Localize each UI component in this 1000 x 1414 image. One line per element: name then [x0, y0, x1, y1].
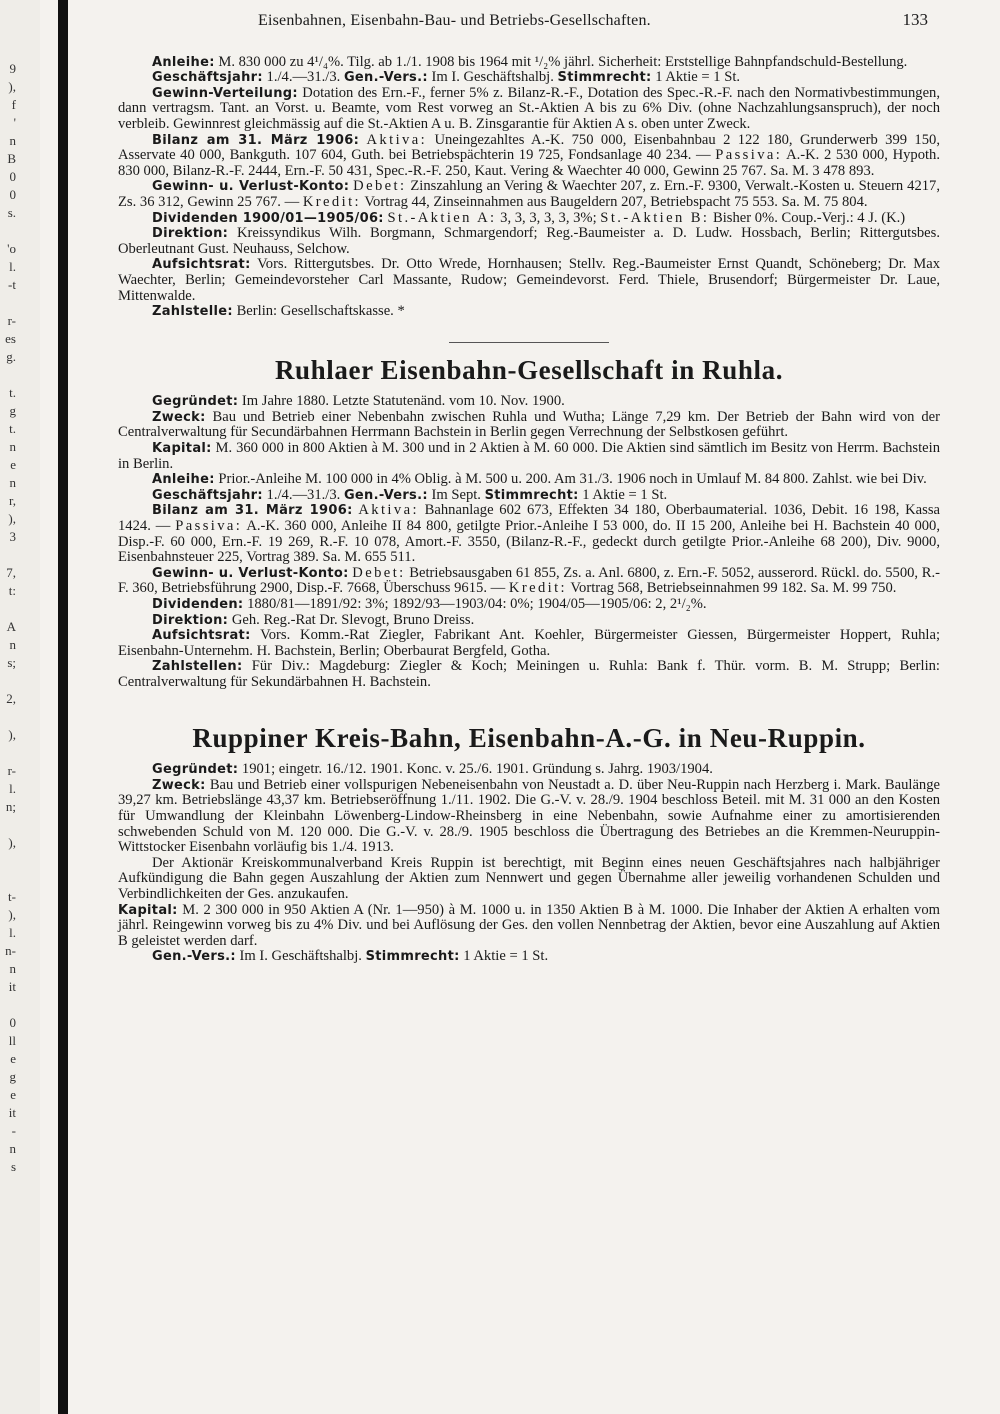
running-title: Eisenbahnen, Eisenbahn-Bau- und Betriebs-Gesellschaften.: [258, 12, 651, 29]
margin-fragment: 3: [9, 529, 16, 544]
margin-fragment: s;: [7, 655, 16, 670]
margin-fragment: [0, 546, 16, 564]
margin-fragment: ),: [8, 727, 16, 742]
margin-fragment: 2,: [6, 691, 16, 706]
margin-fragment: r,: [8, 493, 16, 508]
margin-fragment: [0, 366, 16, 384]
s2-zahlstellen: Zahlstellen: Für Div.: Magdeburg: Ziegler & Koch; Meiningen u. Ruhla: Bank f. Thür. vorm. B. M. Strupp; Berlin: Centralverwaltung für Sekundärbahnen H. Bachstein.: [118, 658, 940, 690]
margin-fragment: e: [10, 1051, 16, 1066]
margin-fragment: n;: [5, 799, 16, 814]
s2-kapital: Kapital: M. 360 000 in 800 Aktien à M. 300 und in 2 Aktien à M. 60 000. Die Aktien sind sämtlich im Besitz von Herrm. Bachstein in Berlin.: [118, 440, 940, 472]
margin-fragment: B: [7, 151, 16, 166]
s3-zweck: Zweck: Bau und Betrieb einer vollspurigen Nebeneisenbahn von Neustadt a. D. über Neu-Ruppin nach Herzberg i. Mark. Baulänge 39,27 km. Betriebslänge 43,37 km. Betriebseröffnung 1./11. 1902. Die G.-V. v. 28./9. 1904 beschloss Beteil. mit M. 31 000 an den Kosten für Umwandlung der Kleinbahn Löwenberg-Lindow-Rheinsberg in eine Nebenbahn, sowie Aufnahme einer zu amortisierenden schwebenden Schuld von M. 120 000. Die G.-V. v. 28./9. 1905 beschloss die Übertragung des Betriebes an die Kremmen-Neuruppin-Wittstocker Eisenbahn vorläufig bis 1./4. 1913.: [118, 776, 940, 856]
s1-gewinn-verlust: Gewinn- u. Verlust-Konto: Debet: Zinszahlung an Vering & Waechter 207, z. Ern.-F. 9300, Verwalt.-Kosten u. Steuern 4217, Zs. 36 312, Gewinn 25 767. — Kredit: Vortrag 44, Zinseinnahmen aus Baugeldern 207, Betriebspacht 75 553. Sa. M. 75 804.: [118, 178, 940, 210]
margin-fragment: e: [10, 457, 16, 472]
page-number: 133: [902, 10, 928, 29]
s2-direktion: Direktion: Geh. Reg.-Rat Dr. Slevogt, Bruno Dreiss.: [152, 611, 475, 628]
s1-geschaeftsjahr: Geschäftsjahr: 1./4.—31./3. Gen.-Vers.: Im I. Geschäftshalbj. Stimmrecht: 1 Aktie = 1 St.: [152, 69, 741, 86]
margin-fragment: -: [11, 1123, 16, 1138]
margin-fragment: n: [9, 475, 16, 490]
s2-bilanz: Bilanz am 31. März 1906: Aktiva: Bahnanlage 602 673, Effekten 34 180, Oberbaumaterial. 1036, Debit. 16 198, Kassa 1424. — Passiva: A.-K. 360 000, Anleihe II 84 800, getilgte Prior.-Anleihe I 53 000, do. II 15 200, Anleihe bei H. Bachstein 40 000, Disp.-F. 60 000, Ern.-F. 19 269, R.-F. 10 078, Amort.-F. 3550, (Bilanz-R.-F., gedeckt durch getilgte Prior.-Anleihe 68 200), Div. 9000, Eisenbahnsteuer 225, Vortrag 389. Sa. M. 655 511.: [118, 502, 940, 566]
margin-fragment: r-: [7, 313, 16, 328]
margin-fragment: n: [9, 1141, 16, 1156]
margin-fragment: l.: [9, 259, 16, 274]
margin-fragment: 'o: [7, 241, 16, 256]
s3-zweck-absatz: Der Aktionär Kreiskommunalverband Kreis Ruppin ist berechtigt, mit Beginn eines neuen Geschäftsjahres nach halbjähriger Aufkündigung die Bahn gegen Auszahlung der Aktien zum Nennwert und gegen Übernahme aller jeweilig vorhandenen Schulden und Verbindlichkeiten der Ges. anzukaufen.: [118, 854, 940, 902]
margin-fragment: t.: [9, 385, 16, 400]
section-divider: [449, 342, 609, 343]
margin-fragment: es: [5, 331, 16, 346]
margin-fragment: [0, 996, 16, 1014]
margin-fragment: [0, 672, 16, 690]
s1-zahlstelle: Zahlstelle: Berlin: Gesellschaftskasse. *: [152, 303, 405, 320]
s3-kapital: Kapital: M. 2 300 000 in 950 Aktien A (Nr. 1—950) à M. 1000 u. in 1350 Aktien B à M. 1000. Die Inhaber der Aktien A erhalten vom jährl. Reingewinn vorweg bis zu 4% Div. und bei Auflösung der Ges. den vollen Nennbetrag der Aktien, bevor eine Auszahlung auf Aktien B geleistet werden darf.: [118, 901, 940, 949]
s2-zweck: Zweck: Bau und Betrieb einer Nebenbahn zwischen Ruhla und Wutha; Länge 7,29 km. Der Betrieb der Bahn wird von der Centralverwaltung für Secundärbahnen Herrmann Bachstein in Berlin gegen Verrechnung der Selbstkosen geführt.: [118, 408, 940, 441]
section-title-ruppiner: Ruppiner Kreis-Bahn, Eisenbahn-A.-G. in Neu-Ruppin.: [192, 722, 866, 753]
margin-fragment: g: [9, 1069, 16, 1084]
margin-fragment: n: [9, 637, 16, 652]
margin-fragment: n: [9, 133, 16, 148]
margin-fragment: l.: [9, 781, 16, 796]
margin-fragment: 0: [9, 1015, 16, 1030]
margin-fragment: [0, 744, 16, 762]
margin-fragment: [0, 294, 16, 312]
margin-fragment: 0: [9, 187, 16, 202]
s1-direktion: Direktion: Kreissyndikus Wilh. Borgmann, Schmargendorf; Reg.-Baumeister a. D. Ludw. Hossbach, Berlin; Rittergutsbes. Oberleutnant Gust. Neuhauss, Selchow.: [118, 225, 940, 257]
s2-dividenden: Dividenden: 1880/81—1891/92: 3%; 1892/93—1903/04: 0%; 1904/05—1905/06: 2, 2¹/₂%.: [152, 596, 707, 612]
margin-fragment: 9: [9, 61, 16, 76]
margin-fragment: [0, 708, 16, 726]
s1-dividenden: Dividenden 1900/01—1905/06: St.-Aktien A: 3, 3, 3, 3, 3, 3%; St.-Aktien B: Bisher 0%. Coup.-Verj.: 4 J. (K.): [152, 209, 906, 226]
margin-fragment: [0, 816, 16, 834]
margin-fragment: [0, 222, 16, 240]
s1-gewinn-verteilung: Gewinn-Verteilung: Dotation des Ern.-F., ferner 5% z. Bilanz-R.-F., Dotation des Spec.-R.-F. nach den Normativbestimmungen, dann vertragsm. Tant. an Vorst. u. Beamte, vom Rest vorweg an St.-Aktien A bis zu 6% Div. (ohne Nachzahlungsanspruch), der noch verbleib. Gewinnrest gleichmässig auf die St.-Aktien A u. B. Zinsgarantie für Aktien A s. oben unter Zweck.: [118, 84, 940, 132]
margin-fragment: [0, 870, 16, 888]
margin-fragment: [0, 600, 16, 618]
margin-fragment: s.: [7, 205, 16, 220]
margin-fragment: it: [8, 1105, 16, 1120]
margin-fragment: it: [8, 979, 16, 994]
page-header: [118, 12, 940, 29]
binding-line: [58, 0, 68, 1414]
margin-fragment: ),: [8, 835, 16, 850]
margin-fragment: ll: [8, 1033, 16, 1048]
margin-fragment: 0: [9, 169, 16, 184]
margin-fragment: [0, 852, 16, 870]
margin-fragment: t.: [9, 421, 16, 436]
margin-fragment: n-: [5, 943, 16, 958]
s2-gewinn-verlust: Gewinn- u. Verlust-Konto: Debet: Betriebsausgaben 61 855, Zs. a. Anl. 6800, z. Ern.-F. 5052, ausserord. Rückl. do. 5500, R.-F. 360, Betriebsführung 2900, Disp.-F. 7668, Überschuss 9615. — Kredit: Vortrag 568, Betriebseinnahmen 99 182. Sa. M. 99 750.: [118, 564, 940, 597]
margin-fragment: t-: [8, 889, 16, 904]
margin-fragment: s: [10, 1159, 16, 1174]
margin-fragment: ),: [8, 79, 16, 94]
s2-geschaeftsjahr: Geschäftsjahr: 1./4.—31./3. Gen.-Vers.: Im Sept. Stimmrecht: 1 Aktie = 1 St.: [152, 486, 668, 503]
left-margin-fragments: [0, 60, 16, 1176]
margin-fragment: r-: [7, 763, 16, 778]
margin-fragment: ': [13, 115, 16, 130]
s1-bilanz: Bilanz am 31. März 1906: Aktiva: Uneingezahltes A.-K. 750 000, Eisenbahnbau 2 122 180, Grunderwerb 399 150, Asservate 40 000, Bankguth. 107 604, Guth. bei Betriebspächterin 19 725, Fondsanlage 40 234. — Passiva: A.-K. 2 530 000, Hypoth. 830 000, Bilanz-R.-F. 2444, Ern.-F. 50 431, Spec.-R.-F. 250, Kaut. Vering & Waechter 40 000, Gewinn 25 767. Sa. M. 3 478 893.: [118, 131, 940, 179]
margin-fragment: ),: [8, 907, 16, 922]
margin-fragment: A: [6, 619, 16, 634]
s3-genvers: Gen.-Vers.: Im I. Geschäftshalbj. Stimmrecht: 1 Aktie = 1 St.: [152, 948, 549, 965]
margin-fragment: g: [9, 403, 16, 418]
s2-gegruendet: Gegründet: Im Jahre 1880. Letzte Statutenänd. vom 10. Nov. 1900.: [152, 393, 565, 410]
s1-aufsichtsrat: Aufsichtsrat: Vors. Rittergutsbes. Dr. Otto Wrede, Hornhausen; Stellv. Reg.-Baumeister Ernst Quandt, Schöneberg; Dr. Max Waechter, Berlin; Gemeindevorsteher Carl Massante, Rudow; Gemeindevorst. Ferd. Thiele, Brusendorf; Bürgermeister Dr. Laue, Mittenwalde.: [118, 256, 940, 304]
s2-anleihe: Anleihe: Prior.-Anleihe M. 100 000 in 4% Oblig. à M. 500 u. 200. Am 31./3. 1906 noch in Umlauf M. 84 800. Zahlst. wie bei Div.: [152, 471, 927, 488]
s2-aufsichtsrat: Aufsichtsrat: Vors. Komm.-Rat Ziegler, Fabrikant Ant. Koehler, Bürgermeister Giessen, Bürgermeister Hoppert, Ruhla; Eisenbahn-Unternehm. H. Bachstein, Berlin; Oberbaurat Bergfeld, Gotha.: [118, 627, 940, 659]
s1-anleihe: Anleihe: M. 830 000 zu 4¹/₄%. Tilg. ab 1./1. 1908 bis 1964 mit ¹/₂% jährl. Sicherheit: Erststellige Bahnpfandschuld-Bestellung.: [152, 53, 908, 70]
margin-fragment: ),: [8, 511, 16, 526]
margin-fragment: n: [9, 961, 16, 976]
margin-fragment: e: [10, 1087, 16, 1102]
margin-fragment: n: [9, 439, 16, 454]
margin-fragment: 7,: [6, 565, 16, 580]
section-title-ruhlaer: Ruhlaer Eisenbahn-Gesellschaft in Ruhla.: [274, 354, 784, 385]
margin-fragment: l.: [9, 925, 16, 940]
s3-gegruendet: Gegründet: 1901; eingetr. 16./12. 1901. Konc. v. 25./6. 1901. Gründung s. Jahrg. 1903/1904.: [152, 761, 713, 778]
margin-fragment: t:: [8, 583, 16, 598]
margin-fragment: f: [11, 97, 16, 112]
margin-fragment: -t: [8, 277, 16, 292]
margin-fragment: g.: [6, 349, 16, 364]
document-page: [118, 12, 940, 965]
